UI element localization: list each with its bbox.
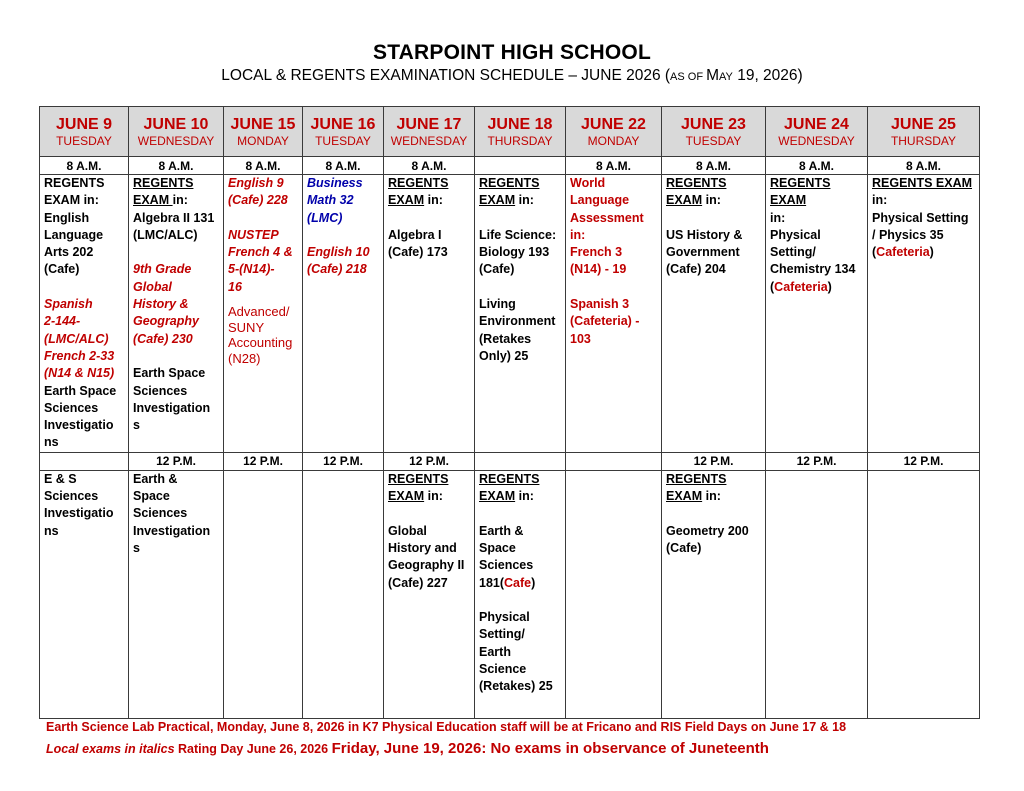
exam-text: REGENTS <box>479 176 540 190</box>
exam-cell-june-24-pm <box>766 470 868 718</box>
exam-text: Science <box>479 662 527 677</box>
exam-text: Global <box>388 523 427 538</box>
local-exam-text: 2-144- <box>44 314 81 329</box>
exam-text: (Cafe) <box>44 262 80 277</box>
footer-italics-note: Local exams in italics <box>46 742 175 756</box>
exam-text: ) <box>929 245 934 260</box>
exam-text: (Cafe) 227 <box>388 575 448 590</box>
time-label: 12 P.M. <box>129 452 224 470</box>
exam-text: Earth & <box>479 523 524 538</box>
exam-text: Algebra II 131 <box>133 210 215 225</box>
page-title: STARPOINT HIGH SCHOOL <box>373 41 651 64</box>
exam-text: Accounting <box>228 335 293 351</box>
time-label: 8 A.M. <box>766 157 868 175</box>
exam-text: in: <box>424 489 443 504</box>
exam-cell-june-23-pm <box>662 470 766 718</box>
exam-text: ns <box>44 523 59 538</box>
exam-cell-june-16-am <box>303 175 384 453</box>
day-weekday: TUESDAY <box>315 133 371 148</box>
exam-text: Physical <box>479 610 530 625</box>
day-weekday: TUESDAY <box>56 133 112 148</box>
day-header <box>224 107 303 157</box>
exam-text: (LMC/ALC) <box>133 227 198 242</box>
exam-text: Algebra I <box>388 227 442 242</box>
exam-cell-june-18-am <box>475 175 566 453</box>
day-weekday: THURSDAY <box>890 133 957 148</box>
local-exam-text: 16 <box>228 279 242 294</box>
time-label: 12 P.M. <box>303 452 384 470</box>
time-label: 12 P.M. <box>868 452 980 470</box>
local-exam-text: Business <box>307 176 363 190</box>
exam-text: Physical Setting <box>872 210 969 225</box>
pm-time-row <box>40 452 980 470</box>
date-header-row <box>40 107 980 157</box>
exam-text: Earth Space <box>133 366 206 381</box>
exam-text: Sciences <box>479 558 534 573</box>
exam-text: (N14) - 19 <box>570 262 627 277</box>
exam-text: 181( <box>479 575 505 590</box>
day-weekday: MONDAY <box>237 133 289 148</box>
exam-text: Geography II <box>388 558 465 573</box>
local-exam-text: (Cafe) 230 <box>133 331 193 346</box>
local-exam-text: French 4 & <box>228 245 293 260</box>
exam-text: Investigatio <box>44 418 114 433</box>
day-header <box>475 107 566 157</box>
exam-text: (N28) <box>228 350 261 366</box>
time-label: 8 A.M. <box>40 157 129 175</box>
exam-text: EXAM <box>770 193 807 208</box>
exam-cell-june-16-pm <box>303 470 384 718</box>
exam-text: ns <box>44 435 59 450</box>
time-label: 12 P.M. <box>766 452 868 470</box>
exam-text: s <box>133 418 140 433</box>
day-date: JUNE 24 <box>784 115 849 133</box>
exam-cell-june-17-pm <box>384 470 475 718</box>
exam-text: REGENTS <box>479 471 540 486</box>
exam-cell-june-24-am <box>766 175 868 453</box>
exam-text: REGENTS <box>666 176 727 190</box>
subtitle-month-initial: M <box>706 67 720 84</box>
exam-cell-june-9-am <box>40 175 129 453</box>
exam-text: Sciences <box>133 506 188 521</box>
footer-rating-day: Rating Day June 26, 2026 <box>174 742 332 756</box>
exam-text: Earth & <box>133 471 178 486</box>
subtitle-as-of: AS OF <box>670 71 707 83</box>
local-exam-text: Math 32 <box>307 193 354 208</box>
day-header <box>384 107 475 157</box>
exam-text: Earth Space <box>44 383 117 398</box>
exam-cell-june-23-am <box>662 175 766 453</box>
exam-text: (Cafe) <box>479 262 515 277</box>
exam-text: Sciences <box>133 383 188 398</box>
time-label <box>40 452 129 470</box>
day-date: JUNE 10 <box>143 115 209 133</box>
exam-cell-june-10-am <box>129 175 224 453</box>
day-header <box>662 107 766 157</box>
page-subtitle <box>0 67 1024 85</box>
exam-text: in: <box>702 489 721 504</box>
day-date: JUNE 15 <box>230 115 296 133</box>
exam-text: REGENTS <box>388 176 449 190</box>
time-label: 8 A.M. <box>868 157 980 175</box>
exam-text: (Cafe) <box>666 540 702 555</box>
exam-text: Only) 25 <box>479 348 529 363</box>
local-exam-text: (Cafe) 218 <box>307 262 367 277</box>
day-date: JUNE 25 <box>891 115 956 133</box>
local-exam-text: 5-(N14)- <box>228 262 275 277</box>
exam-text: in: <box>172 193 188 208</box>
time-label: 8 A.M. <box>384 157 475 175</box>
exam-text: ( <box>770 279 775 294</box>
exam-text: E & S <box>44 471 77 486</box>
exam-text: ( <box>872 245 877 260</box>
footer-note-local-exams <box>46 740 769 757</box>
exam-text: in: <box>424 193 443 208</box>
day-date: JUNE 17 <box>396 115 462 133</box>
exam-text: REGENTS <box>388 471 449 486</box>
exam-location: Cafeteria <box>774 279 828 294</box>
subtitle-text: LOCAL & REGENTS EXAMINATION SCHEDULE – JUNE 2026 ( <box>221 67 671 84</box>
exam-text: REGENTS <box>666 471 727 486</box>
exam-text: in: <box>702 193 721 208</box>
exam-text: Language <box>570 193 630 208</box>
exam-text: (Cafeteria) - <box>570 314 640 329</box>
exam-text: Investigation <box>133 400 211 415</box>
exam-schedule-table <box>39 106 980 719</box>
exam-text: EXAM in: <box>44 193 99 208</box>
exam-text: EXAM <box>388 489 425 504</box>
subtitle-date: 19, 2026) <box>732 67 803 84</box>
day-header <box>766 107 868 157</box>
exam-text: EXAM <box>479 489 516 504</box>
exam-text: EXAM <box>479 193 516 208</box>
exam-cell-june-22-am <box>566 175 662 453</box>
exam-text: in: <box>770 210 786 225</box>
time-label: 8 A.M. <box>224 157 303 175</box>
local-exam-text: 9th Grade <box>133 262 192 277</box>
exam-text: REGENTS <box>133 176 194 190</box>
local-exam-text: (Cafe) 228 <box>228 193 288 208</box>
local-exam-text: Spanish <box>44 297 93 312</box>
day-weekday: THURSDAY <box>487 133 553 148</box>
exam-text: World <box>570 176 606 190</box>
day-date: JUNE 22 <box>581 115 646 133</box>
day-header <box>40 107 129 157</box>
exam-text: Biology 193 <box>479 245 550 260</box>
time-label: 8 A.M. <box>303 157 384 175</box>
exam-text: Setting/ <box>770 245 816 260</box>
exam-text: Sciences <box>44 400 99 415</box>
day-weekday: WEDNESDAY <box>390 133 468 148</box>
local-exam-text: English 10 <box>307 245 370 260</box>
local-exam-text: (LMC/ALC) <box>44 331 109 346</box>
exam-text: Living <box>479 297 516 312</box>
exam-text: 103 <box>570 331 591 346</box>
exam-text: ) <box>531 575 536 590</box>
local-exam-text: (LMC) <box>307 210 343 225</box>
exam-text: Sciences <box>44 489 99 504</box>
exam-text: Setting/ <box>479 627 525 642</box>
exam-text: s <box>133 540 140 555</box>
exam-text: EXAM <box>133 193 173 208</box>
footer-juneteenth-note: Friday, June 19, 2026: No exams in observance of Juneteenth <box>331 740 769 757</box>
exam-text: (Retakes <box>479 331 532 346</box>
time-label: 12 P.M. <box>384 452 475 470</box>
day-header <box>129 107 224 157</box>
local-exam-text: (N14 & N15) <box>44 366 115 381</box>
time-label <box>475 157 566 175</box>
subtitle-month-rest: AY <box>719 71 733 83</box>
local-exam-text: French 2-33 <box>44 348 115 363</box>
exam-text: French 3 <box>570 245 623 260</box>
day-header <box>303 107 384 157</box>
exam-cell-june-18-pm <box>475 470 566 718</box>
day-date: JUNE 16 <box>310 115 376 133</box>
time-label: 8 A.M. <box>662 157 766 175</box>
day-weekday: MONDAY <box>587 133 640 148</box>
exam-text: REGENTS <box>44 176 105 190</box>
day-date: JUNE 23 <box>681 115 746 133</box>
exam-text: Chemistry 134 <box>770 262 856 277</box>
exam-text: Language <box>44 227 104 242</box>
time-label: 8 A.M. <box>566 157 662 175</box>
exam-cell-june-15-am <box>224 175 303 453</box>
day-header <box>566 107 662 157</box>
exam-text: English <box>44 210 90 225</box>
exam-text: Advanced/ <box>228 304 290 320</box>
day-date: JUNE 9 <box>55 115 113 133</box>
day-header <box>868 107 980 157</box>
day-weekday: WEDNESDAY <box>137 133 215 148</box>
time-label: 8 A.M. <box>129 157 224 175</box>
exam-text: in: <box>872 193 888 208</box>
time-label <box>566 452 662 470</box>
exam-cell-june-15-pm <box>224 470 303 718</box>
exam-text: Investigatio <box>44 506 114 521</box>
exam-text: Space <box>479 540 516 555</box>
exam-text: Environment <box>479 314 556 329</box>
exam-text: Arts 202 <box>44 245 94 260</box>
day-date: JUNE 18 <box>487 115 553 133</box>
local-exam-text: History & <box>133 297 189 312</box>
exam-text: REGENTS <box>770 176 831 190</box>
exam-text: Government <box>666 245 740 260</box>
pm-exam-row <box>40 470 980 718</box>
exam-text: in: <box>515 193 534 208</box>
exam-text: in: <box>515 489 534 504</box>
exam-text: Investigation <box>133 523 211 538</box>
exam-location: Cafeteria <box>876 245 930 260</box>
exam-cell-june-17-am <box>384 175 475 453</box>
local-exam-text: English 9 <box>228 176 284 190</box>
exam-text: SUNY <box>228 319 265 335</box>
exam-text: Geometry 200 <box>666 523 749 538</box>
exam-cell-june-10-pm <box>129 470 224 718</box>
exam-text: ) <box>827 279 832 294</box>
exam-text: History and <box>388 540 457 555</box>
am-exam-row <box>40 175 980 453</box>
exam-text: (Cafe) 204 <box>666 262 726 277</box>
exam-text: Assessment <box>570 210 644 225</box>
time-label: 12 P.M. <box>662 452 766 470</box>
local-exam-text: NUSTEP <box>228 227 279 242</box>
exam-text: / Physics 35 <box>872 227 944 242</box>
exam-text: EXAM <box>666 193 703 208</box>
exam-location: Cafe <box>504 575 532 590</box>
exam-text: Physical <box>770 227 821 242</box>
exam-text: Space <box>133 489 170 504</box>
exam-text: US History & <box>666 227 743 242</box>
local-exam-text: Geography <box>133 314 199 329</box>
am-time-row <box>40 157 980 175</box>
time-label <box>475 452 566 470</box>
exam-text: EXAM <box>666 489 703 504</box>
exam-cell-june-25-pm <box>868 470 980 718</box>
exam-text: in: <box>570 227 586 242</box>
exam-text: EXAM <box>388 193 425 208</box>
exam-text: REGENTS EXAM <box>872 176 973 190</box>
time-label: 12 P.M. <box>224 452 303 470</box>
exam-text: Spanish 3 <box>570 297 630 312</box>
exam-text: (Retakes) 25 <box>479 679 553 694</box>
exam-cell-june-22-pm <box>566 470 662 718</box>
exam-cell-june-9-pm <box>40 470 129 718</box>
local-exam-text: Global <box>133 279 172 294</box>
exam-text: Earth <box>479 644 511 659</box>
exam-text: (Cafe) 173 <box>388 245 448 260</box>
day-weekday: TUESDAY <box>685 133 742 148</box>
day-weekday: WEDNESDAY <box>778 133 855 148</box>
exam-cell-june-25-am <box>868 175 980 453</box>
footer-note-lab-practical: Earth Science Lab Practical, Monday, June 8, 2026 in K7 Physical Education staff will be at Fricano and RIS Field Days on June 17 & 18 <box>46 720 847 734</box>
exam-text: Life Science: <box>479 227 557 242</box>
